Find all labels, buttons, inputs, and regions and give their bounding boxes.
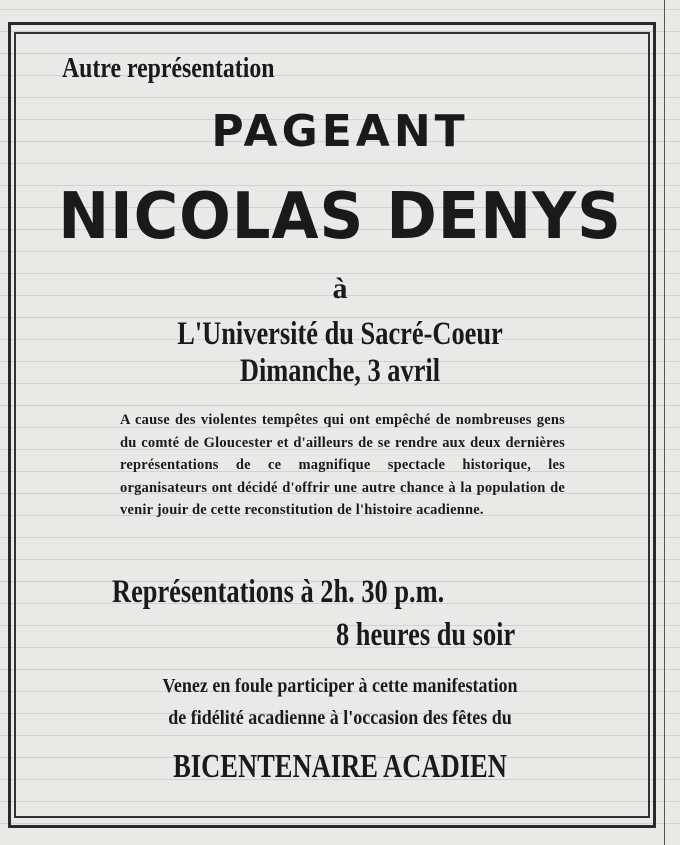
ad-invite-line1: Venez en foule participer à cette manifestation xyxy=(162,675,518,697)
ad-invite-line2: de fidélité acadienne à l'occasion des fêtes du xyxy=(168,707,512,729)
ad-showtime-evening: 8 heures du soir xyxy=(336,617,516,653)
ad-showtime-afternoon: Représentations à 2h. 30 p.m. xyxy=(112,574,445,610)
ad-venue: L'Université du Sacré-Coeur xyxy=(177,316,503,352)
ad-title-name: NICOLAS DENYS xyxy=(58,180,622,254)
ad-preposition: à xyxy=(332,272,348,305)
ad-title-pageant: PAGEANT xyxy=(211,106,469,157)
ad-date: Dimanche, 3 avril xyxy=(239,353,441,389)
ad-footer: BICENTENAIRE ACADIEN xyxy=(173,748,507,785)
ad-kicker: Autre représentation xyxy=(62,52,275,84)
ad-paragraph: A cause des violentes tempêtes qui ont empêché de nombreuses gens du comté de Gloucester et d'ailleurs de se rendre aux deux dernières représentations de ce magnifique spectacle historique, les organisateurs ont décidé d'offrir une autre chance à la population de venir jouir de cette reconstitution de l'histoire acadienne. xyxy=(120,412,565,518)
